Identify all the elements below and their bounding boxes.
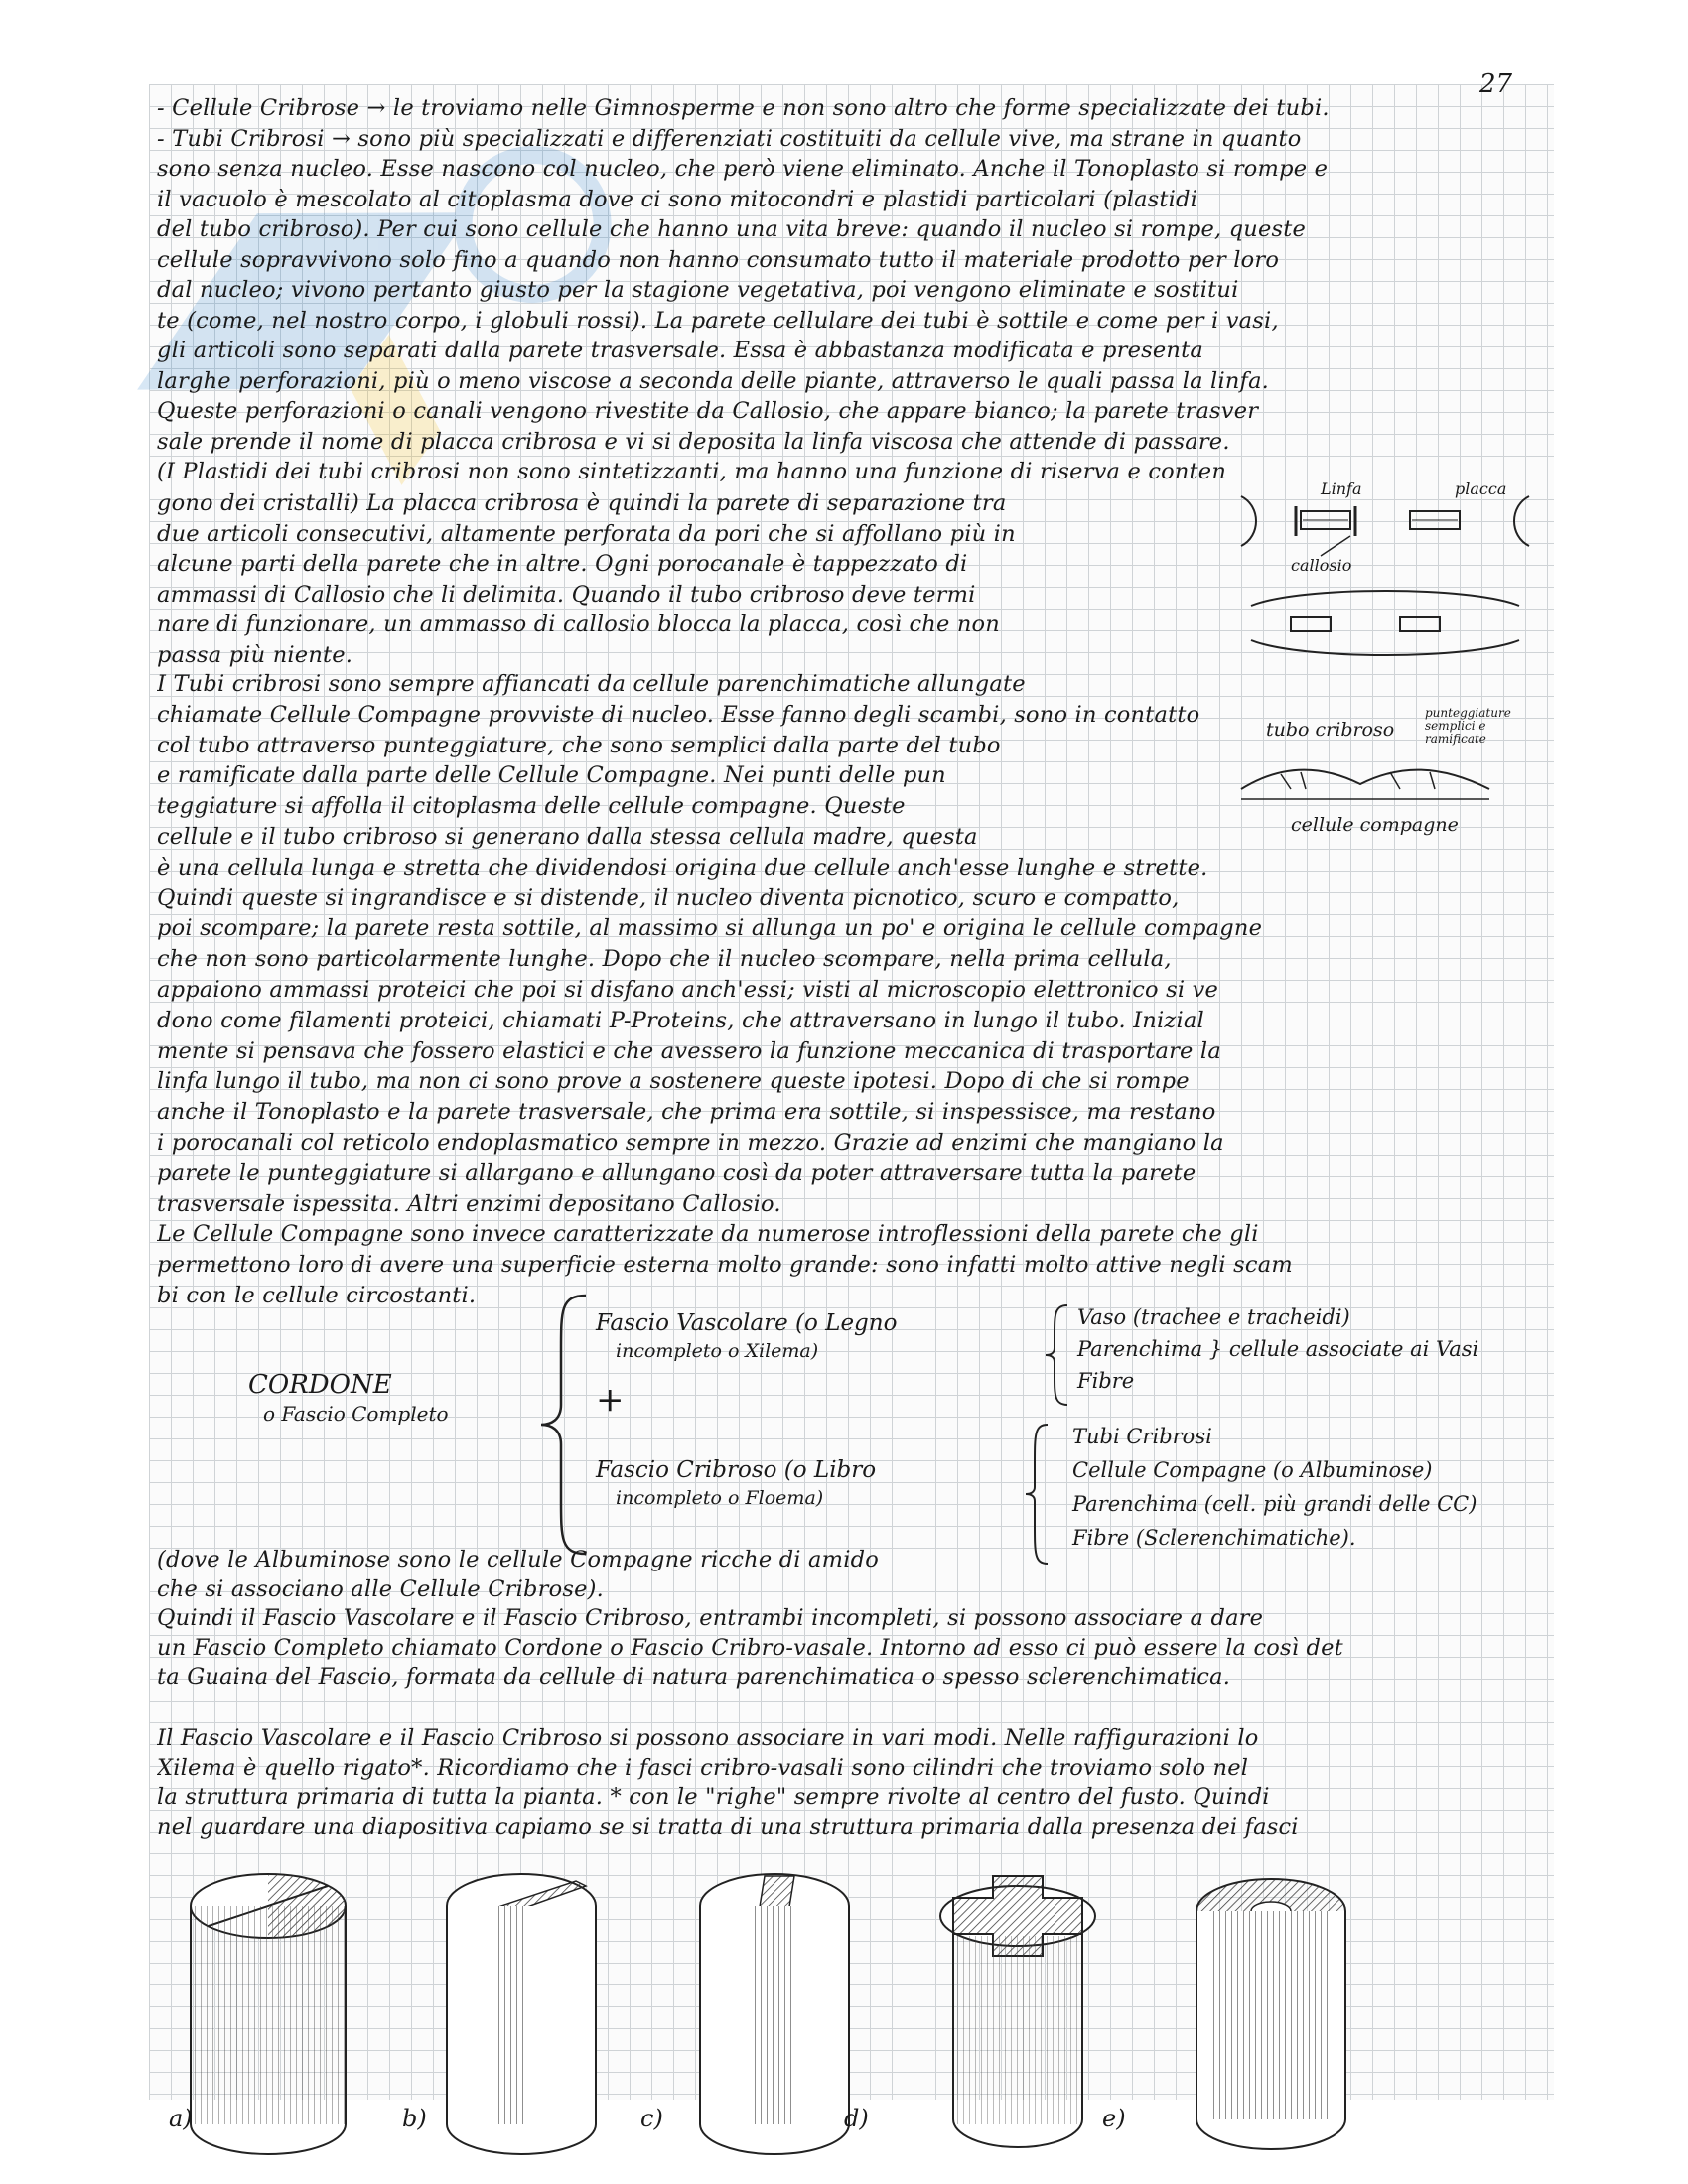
p3-line: teggiature si affolla il citoplasma delle cellule compagne. Queste xyxy=(157,793,906,820)
figure-label: b) xyxy=(402,2105,427,2132)
p2-line: due articoli consecutivi, altamente perforata da pori che si affollano più in xyxy=(157,520,1016,547)
p1-line: il vacuolo è mescolato al citoplasma dove ci sono mitocondri e plastidi particolari (plastidi xyxy=(157,186,1198,212)
figure-label: a) xyxy=(169,2105,193,2132)
p3-line: col tubo attraverso punteggiature, che sono semplici dalla parte del tubo xyxy=(157,732,1001,758)
xylem-items-item: Parenchima } cellule associate ai Vasi xyxy=(1077,1337,1479,1361)
phloem-items-item: Tubi Cribrosi xyxy=(1072,1425,1212,1448)
p5-line: nel guardare una diapositiva capiamo se si tratta di una struttura primaria dalla presenza dei fasci xyxy=(157,1813,1299,1840)
phloem-items-item: Fibre (Sclerenchimatiche). xyxy=(1072,1526,1356,1550)
label-linfa: Linfa xyxy=(1321,479,1362,498)
p3-line: i porocanali col reticolo endoplasmatico sempre in mezzo. Grazie ad enzimi che mangiano la xyxy=(157,1130,1224,1156)
p3-line: Le Cellule Compagne sono invece caratterizzate da numerose introflessioni della parete che gli xyxy=(157,1221,1259,1248)
p3-line: appaiono ammassi proteici che poi si disfano anch'essi; visti al microscopio elettronico si ve xyxy=(157,977,1219,1003)
p2-line: nare di funzionare, un ammasso di callosio blocca la placca, così che non xyxy=(157,612,1000,637)
figure-label: e) xyxy=(1102,2105,1126,2132)
p4-line: ta Guaina del Fascio, formata da cellule di natura parenchimatica o spesso sclerenchimatica. xyxy=(157,1664,1231,1690)
p3-line: chiamate Cellule Compagne provviste di nucleo. Esse fanno degli scambi, sono in contatto xyxy=(157,701,1200,728)
p1-line: (I Plastidi dei tubi cribrosi non sono sintetizzanti, ma hanno una funzione di riserva e conten xyxy=(157,459,1227,484)
p3-line: Quindi queste si ingrandisce e si distende, il nucleo diventa picnotico, scuro e compatto, xyxy=(157,885,1180,911)
p2-line: ammassi di Callosio che li delimita. Quando il tubo cribroso deve termi xyxy=(157,581,976,608)
p4-line: che si associano alle Cellule Cribrose). xyxy=(157,1575,604,1602)
fascio-vascolare-sub: incompleto o Xilema) xyxy=(616,1340,819,1362)
p3-line: che non sono particolarmente lunghe. Dopo che il nucleo scompare, nella prima cellula, xyxy=(157,946,1172,973)
p3-line: mente si pensava che fossero elastici e che avessero la funzione meccanica di trasportare la xyxy=(157,1037,1221,1064)
cylinder-e xyxy=(1196,1879,1345,2149)
p1-line: - Tubi Cribrosi → sono più specializzati e differenziati costituiti da cellule vive, ma strane in quanto xyxy=(157,125,1302,152)
p3-line: e ramificate dalla parte delle Cellule Compagne. Nei punti delle pun xyxy=(157,762,946,789)
p1-line: del tubo cribroso). Per cui sono cellule che hanno una vita breve: quando il nucleo si rompe, queste xyxy=(157,216,1307,242)
label-cellule-compagne: cellule compagne xyxy=(1291,814,1459,836)
p2-line: alcune parti della parete che in altre. Ogni porocanale è tappezzato di xyxy=(157,551,968,577)
p5-line: Xilema è quello rigato*. Ricordiamo che i fasci cribro-vasali sono cilindri che troviamo solo nel xyxy=(157,1754,1249,1781)
cordone-label: CORDONE xyxy=(248,1370,392,1400)
xylem-items-item: Fibre xyxy=(1077,1369,1135,1393)
p3-line: permettono loro di avere una superficie esterna molto grande: sono infatti molto attive negli scam xyxy=(157,1252,1293,1279)
main-brace xyxy=(536,1291,596,1559)
p1-line: te (come, nel nostro corpo, i globuli rossi). La parete cellulare dei tubi è sottile e come per i vasi, xyxy=(157,307,1279,334)
p3-line: cellule e il tubo cribroso si generano dalla stessa cellula madre, questa xyxy=(157,824,978,850)
p3-line: trasversale ispessita. Altri enzimi depositano Callosio. xyxy=(157,1190,781,1217)
p1-line: cellule sopravvivono solo fino a quando non hanno consumato tutto il materiale prodotto per loro xyxy=(157,246,1280,273)
p3-line: dono come filamenti proteici, chiamati P-Proteins, che attraversano in lungo il tubo. Inizial xyxy=(157,1007,1204,1033)
cylinder-b xyxy=(447,1874,596,2154)
fascio-cribroso-label: Fascio Cribroso (o Libro xyxy=(596,1457,877,1483)
label-placca: placca xyxy=(1455,479,1507,498)
p3-line: anche il Tonoplasto e la parete trasversale, che prima era sottile, si inspessisce, ma restano xyxy=(157,1099,1216,1126)
plus-sign: + xyxy=(596,1380,625,1420)
xylem-items-item: Vaso (trachee e tracheidi) xyxy=(1077,1305,1350,1329)
p1-line: Queste perforazioni o canali vengono rivestite da Callosio, che appare bianco; la parete trasver xyxy=(157,398,1259,424)
p3-line: I Tubi cribrosi sono sempre affiancati da cellule parenchimatiche allungate xyxy=(157,671,1026,697)
phloem-items-item: Cellule Compagne (o Albuminose) xyxy=(1072,1458,1433,1482)
p3-line: linfa lungo il tubo, ma non ci sono prove a sostenere queste ipotesi. Dopo di che si rompe xyxy=(157,1068,1190,1095)
p3-line: poi scompare; la parete resta sottile, al massimo si allunga un po' e origina le cellule compagne xyxy=(157,915,1263,942)
figure-label: d) xyxy=(844,2105,869,2132)
cylinder-d xyxy=(940,1876,1095,2147)
bundle-cylinders-figure xyxy=(159,1866,1450,2164)
p1-line: dal nucleo; vivono pertanto giusto per la stagione vegetativa, poi vengono eliminate e sostitui xyxy=(157,277,1239,303)
p3-line: bi con le cellule circostanti. xyxy=(157,1283,477,1308)
xylem-brace xyxy=(1043,1300,1072,1410)
cordone-sub: o Fascio Completo xyxy=(263,1402,449,1426)
p3-line: è una cellula lunga e stretta che dividendosi origina due cellule anch'esse lunghe e strette. xyxy=(157,854,1208,881)
p3-line: parete le punteggiature si allargano e allungano così da poter attraversare tutta la parete xyxy=(157,1160,1196,1186)
p1-line: sale prende il nome di placca cribrosa e vi si deposita la linfa viscosa che attende di passare. xyxy=(157,428,1230,455)
fascio-vascolare-label: Fascio Vascolare (o Legno xyxy=(596,1310,898,1336)
label-tubo-cribroso: tubo cribroso xyxy=(1266,719,1395,741)
p4-line: (dove le Albuminose sono le cellule Compagne ricche di amido xyxy=(157,1547,879,1572)
cylinder-a xyxy=(191,1874,346,2154)
p4-line: un Fascio Completo chiamato Cordone o Fascio Cribro-vasale. Intorno ad esso ci può essere la così det xyxy=(157,1634,1343,1661)
label-callosio: callosio xyxy=(1291,556,1352,575)
phloem-items-item: Parenchima (cell. più grandi delle CC) xyxy=(1072,1492,1477,1516)
p1-line: gli articoli sono separati dalla parete trasversale. Essa è abbastanza modificata e presenta xyxy=(157,338,1203,363)
p5-line: Il Fascio Vascolare e il Fascio Cribroso si possono associare in vari modi. Nelle raffigurazioni lo xyxy=(157,1725,1259,1751)
p1-line: sono senza nucleo. Esse nascono col nucleo, che però viene eliminato. Anche il Tonoplasto si rompe e xyxy=(157,156,1329,182)
p1-line: larghe perforazioni, più o meno viscose a seconda delle piante, attraverso le quali passa la linfa. xyxy=(157,367,1270,394)
cylinder-c xyxy=(700,1874,849,2154)
p5-line: la struttura primaria di tutta la pianta. * con le "righe" sempre rivolte al centro del fusto. Quindi xyxy=(157,1784,1270,1810)
label-punteggiature: punteggiature semplici e ramificate xyxy=(1425,706,1511,746)
p4-line: Quindi il Fascio Vascolare e il Fascio Cribroso, entrambi incompleti, si possono associare a dare xyxy=(157,1605,1264,1631)
fascio-cribroso-sub: incompleto o Floema) xyxy=(616,1487,824,1509)
figure-label: c) xyxy=(640,2105,663,2132)
p1-line: - Cellule Cribrose → le troviamo nelle Gimnosperme e non sono altro che forme specializzate dei tubi. xyxy=(157,95,1330,121)
page-number: 27 xyxy=(1479,69,1513,99)
p2-line: passa più niente. xyxy=(157,641,353,668)
sieve-plate-diagram xyxy=(1241,477,1539,675)
p2-line: gono dei cristalli) La placca cribrosa è quindi la parete di separazione tra xyxy=(157,490,1007,516)
